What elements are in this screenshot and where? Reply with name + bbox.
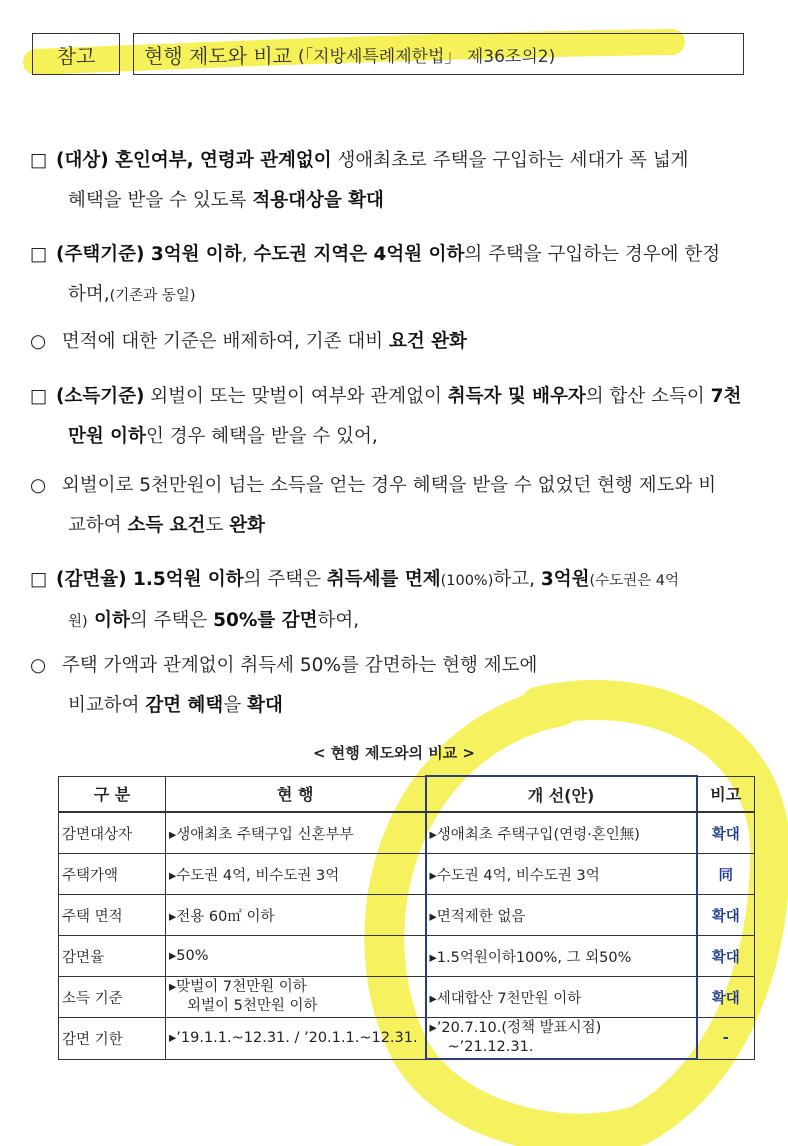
cell-remark: 확대 [697, 936, 755, 977]
table-row [59, 936, 755, 977]
table-row [59, 812, 755, 854]
cell-remark: 同 [697, 854, 755, 895]
cell-proposed: ▸’20.7.10.(정책 발표시점) ~’21.12.31. [426, 1018, 697, 1060]
section-housing-criteria: □ (주택기준) 3억원 이하, 수도권 지역은 4억원 이하의 주택을 구입하는 경우에 한정 하며,(기존과 동일) [30, 235, 760, 316]
section-reduction-rate: □ (감면율) 1.5억원 이하의 주택은 취득세를 면제(100%)하고, 3억원(수도권은 4억 원) 이하의 주택은 50%를 감면하여, [30, 560, 760, 642]
cell-remark: 확대 [697, 812, 755, 854]
square-bullet: □ [30, 569, 48, 590]
cell-current: ▸맞벌이 7천만원 이하 외벌이 5천만원 이하 [166, 977, 426, 1018]
cell-current: ▸수도권 4억, 비수도권 3억 [166, 854, 426, 895]
cell-category: 감면 기한 [59, 1018, 166, 1060]
header-category: 구 분 [59, 776, 166, 812]
cell-proposed: ▸1.5억원이하100%, 그 외50% [426, 936, 697, 977]
section-area-relaxed: ○ 면적에 대한 기준은 배제하여, 기존 대비 요건 완화 [30, 322, 760, 362]
cell-category: 주택 면적 [59, 895, 166, 936]
comparison-table [58, 775, 755, 1060]
cell-remark: - [697, 1018, 755, 1060]
reference-tag [32, 33, 120, 75]
table-row [59, 1018, 755, 1060]
reference-subtitle: (「지방세특례제한법」 제36조의2) [297, 46, 556, 67]
section-income-relaxed: ○ 외벌이로 5천만원이 넘는 소득을 얻는 경우 혜택을 받을 수 없었던 현행 제도와 비 교하여 소득 요건도 완화 [30, 466, 760, 546]
header-remark: 비고 [697, 776, 755, 812]
table-row [59, 977, 755, 1018]
header-proposed: 개 선(안) [426, 776, 697, 812]
section-target: □ (대상) 혼인여부, 연령과 관계없이 생애최초로 주택을 구입하는 세대가 폭 넓게 혜택을 받을 수 있도록 적용대상을 확대 [30, 141, 760, 221]
square-bullet: □ [30, 150, 48, 171]
cell-category: 감면대상자 [59, 812, 166, 854]
table-header-row [59, 776, 755, 812]
cell-remark: 확대 [697, 977, 755, 1018]
cell-current: ▸’19.1.1.~12.31. / ’20.1.1.~12.31. [166, 1018, 426, 1060]
table-caption: < 현행 제도와의 비교 > [313, 744, 475, 762]
cell-current: ▸50% [166, 936, 426, 977]
table-row [59, 895, 755, 936]
table-row [59, 854, 755, 895]
square-bullet: □ [30, 244, 48, 265]
cell-current: ▸생애최초 주택구입 신혼부부 [166, 812, 426, 854]
cell-remark: 확대 [697, 895, 755, 936]
section-reduction-expanded: ○ 주택 가액과 관계없이 취득세 50%를 감면하는 현행 제도에 비교하여 감면 혜택을 확대 [30, 646, 760, 726]
cell-proposed: ▸생애최초 주택구입(연령·혼인無) [426, 812, 697, 854]
cell-proposed: ▸면적제한 없음 [426, 895, 697, 936]
circle-bullet: ○ [30, 475, 47, 496]
cell-category: 감면율 [59, 936, 166, 977]
reference-title-box [133, 33, 744, 75]
circle-bullet: ○ [30, 331, 47, 352]
square-bullet: □ [30, 386, 48, 407]
cell-category: 소득 기준 [59, 977, 166, 1018]
reference-title: 현행 제도와 비교 [144, 43, 292, 68]
cell-proposed: ▸세대합산 7천만원 이하 [426, 977, 697, 1018]
header-current: 현 행 [166, 776, 426, 812]
cell-proposed: ▸수도권 4억, 비수도권 3억 [426, 854, 697, 895]
reference-tag-label: 참고 [56, 43, 96, 68]
cell-category: 주택가액 [59, 854, 166, 895]
circle-bullet: ○ [30, 655, 47, 676]
cell-current: ▸전용 60㎡ 이하 [166, 895, 426, 936]
section-income-criteria: □ (소득기준) 외벌이 또는 맞벌이 여부와 관계없이 취득자 및 배우자의 합산 소득이 7천 만원 이하인 경우 혜택을 받을 수 있어, [30, 377, 760, 457]
